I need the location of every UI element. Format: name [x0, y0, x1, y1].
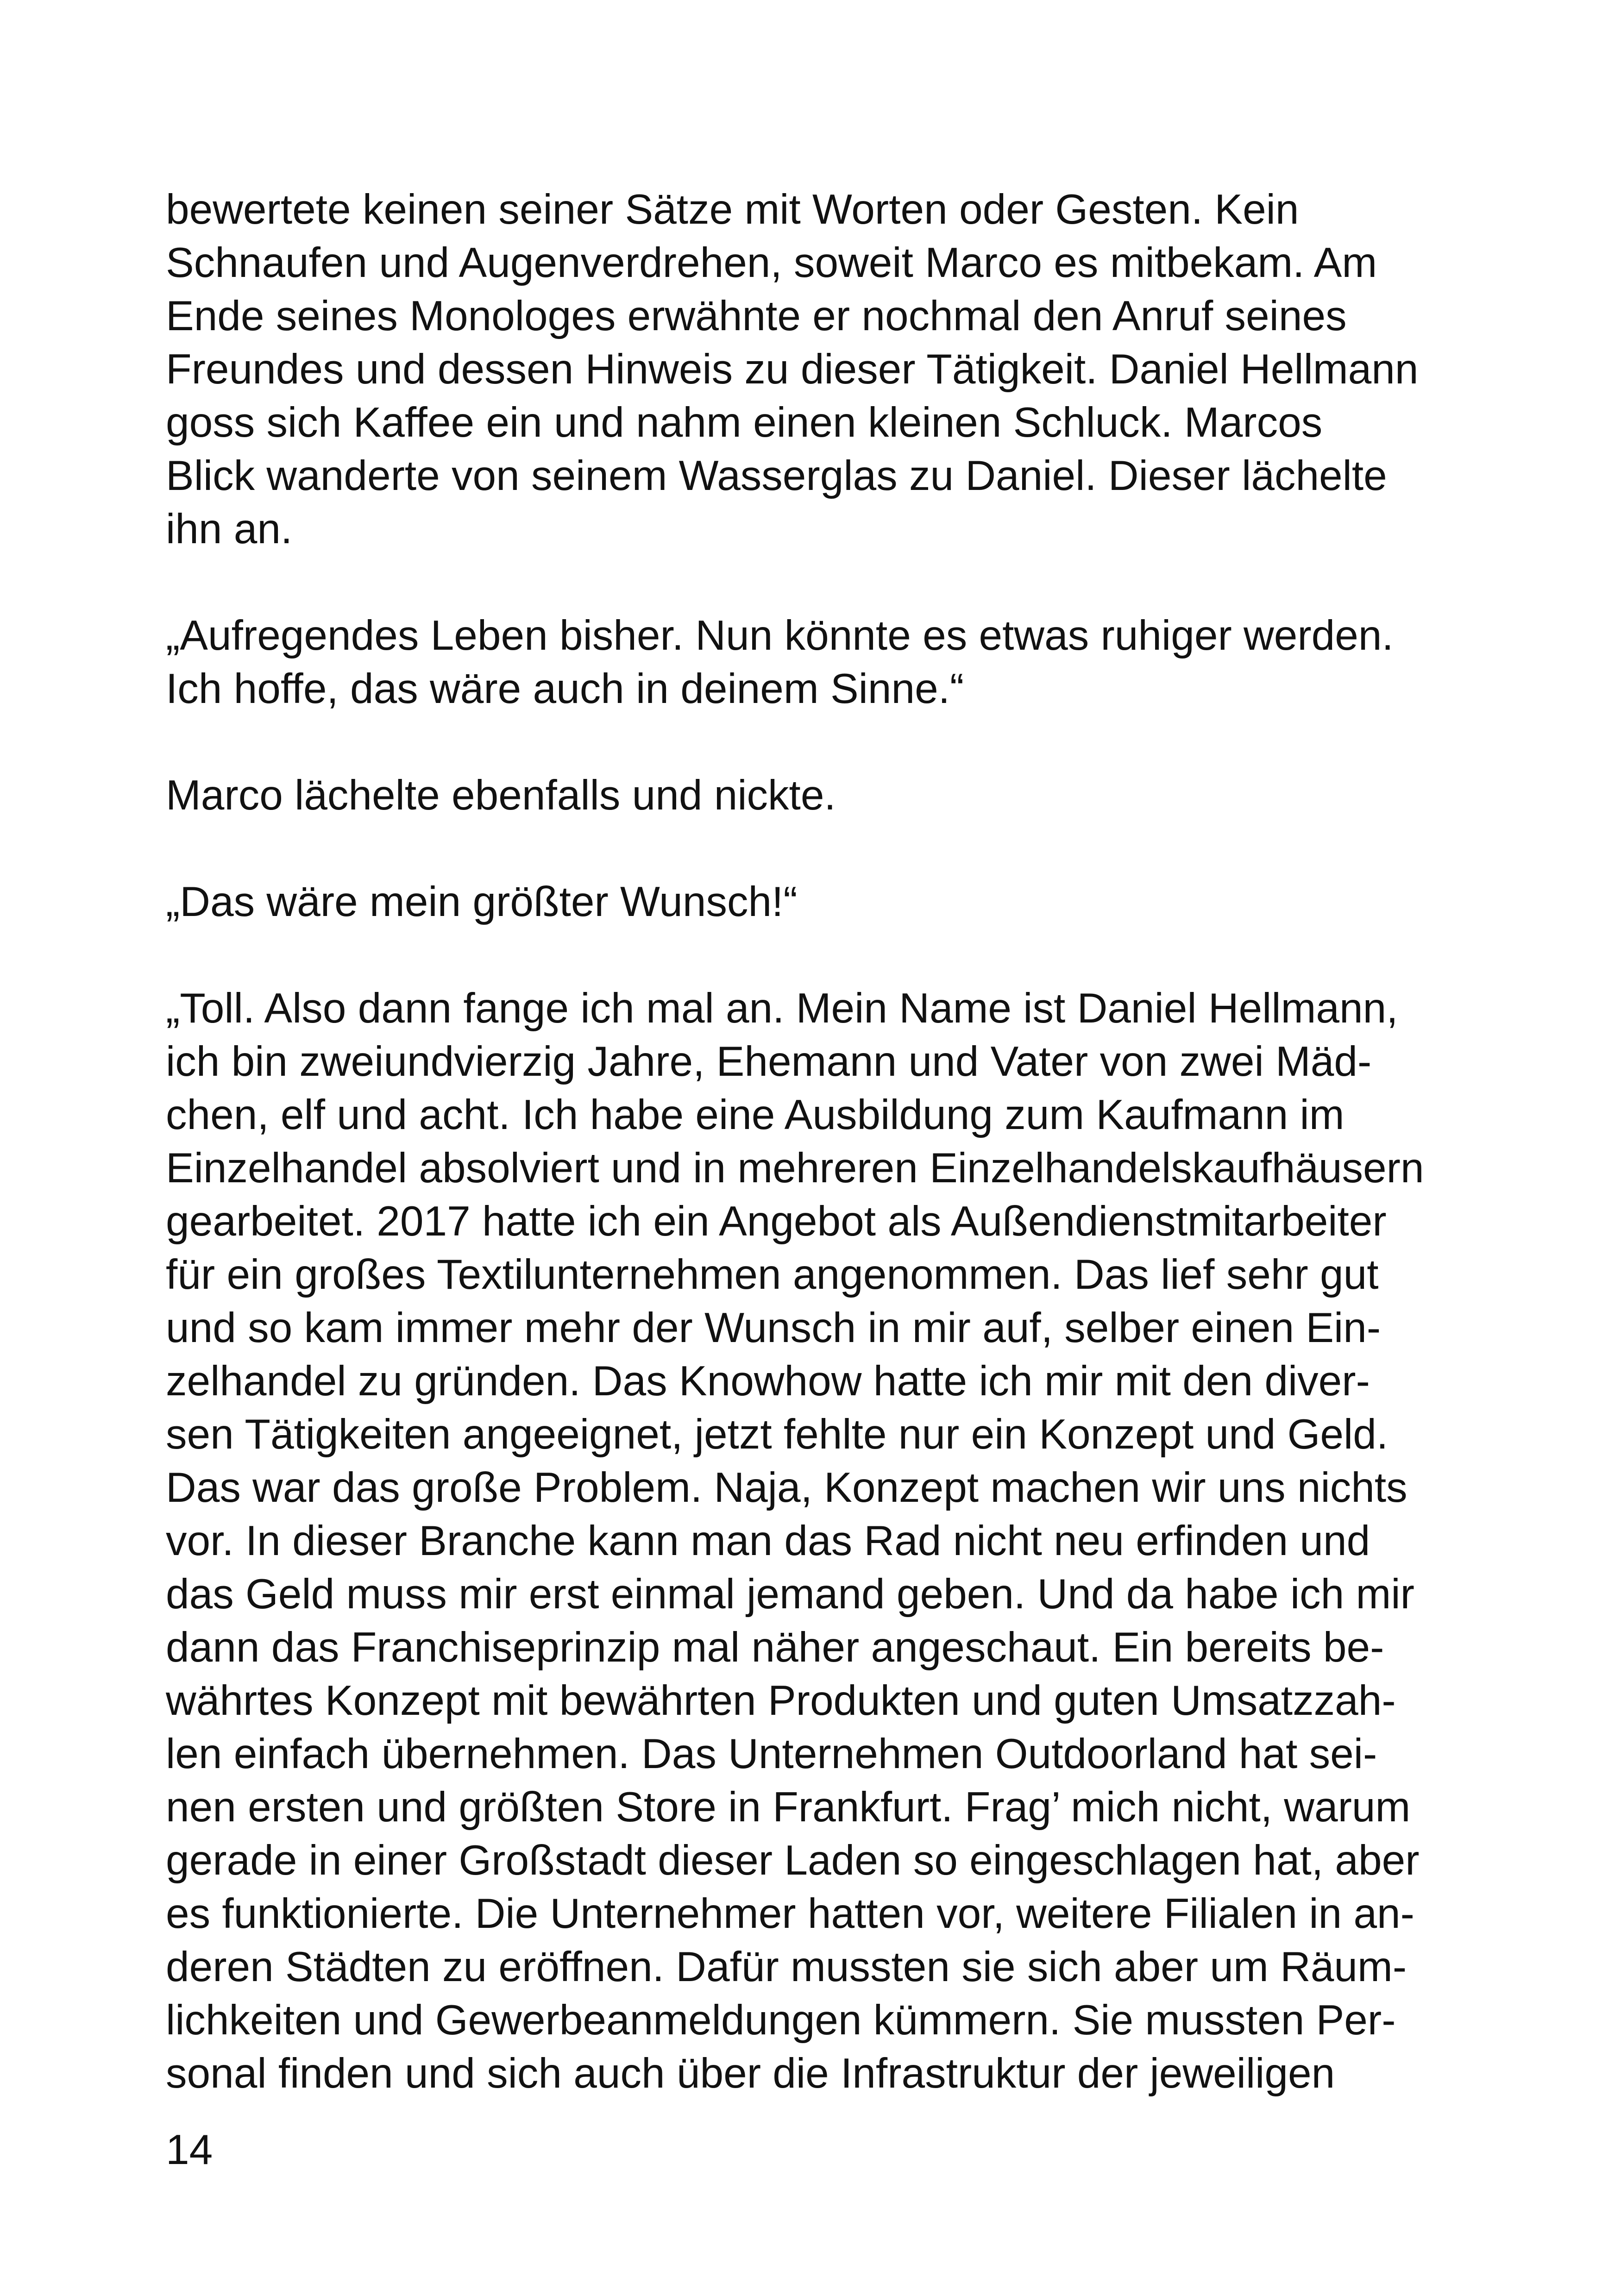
paragraph: [166, 609, 1463, 715]
text-line: deren Städten zu eröffnen. Dafür mussten sie sich aber um Räum-: [166, 1944, 1407, 1990]
page-number: 14: [166, 2127, 213, 2173]
text-line: vor. In dieser Branche kann man das Rad nicht neu erfinden und: [166, 1518, 1370, 1564]
text-line: ihn an.: [166, 506, 293, 552]
text-line: gerade in einer Großstadt dieser Laden so eingeschlagen hat, aber: [166, 1837, 1420, 1884]
text-line: lichkeiten und Gewerbeanmeldungen kümmern. Sie mussten Per-: [166, 1997, 1396, 2044]
text-line: „Toll. Also dann fange ich mal an. Mein Name ist Daniel Hellmann,: [166, 985, 1398, 1032]
text-line: zelhandel zu gründen. Das Knowhow hatte ich mir mit den diver-: [166, 1358, 1370, 1405]
text-line: „Das wäre mein größter Wunsch!“: [166, 878, 798, 925]
text-line: gearbeitet. 2017 hatte ich ein Angebot als Außendienstmitarbeiter: [166, 1198, 1387, 1245]
body-text: [166, 183, 1463, 2100]
text-line: Ende seines Monologes erwähnte er nochmal den Anruf seines: [166, 293, 1347, 339]
text-line: sonal finden und sich auch über die Infrastruktur der jeweiligen: [166, 2050, 1335, 2097]
text-line: Freundes und dessen Hinweis zu dieser Tätigkeit. Daniel Hellmann: [166, 346, 1419, 393]
text-line: Einzelhandel absolviert und in mehreren Einzelhandelskaufhäusern: [166, 1145, 1424, 1192]
paragraph: [166, 875, 1463, 928]
text-line: „Aufregendes Leben bisher. Nun könnte es etwas ruhiger werden.: [166, 612, 1394, 659]
text-line: für ein großes Textilunternehmen angenommen. Das lief sehr gut: [166, 1251, 1379, 1298]
paragraph: [166, 769, 1463, 822]
text-line: nen ersten und größten Store in Frankfurt. Frag’ mich nicht, warum: [166, 1784, 1411, 1831]
text-line: dann das Franchiseprinzip mal näher angeschaut. Ein bereits be-: [166, 1624, 1384, 1671]
text-line: bewertete keinen seiner Sätze mit Worten oder Gesten. Kein: [166, 186, 1299, 233]
text-line: währtes Konzept mit bewährten Produkten und guten Umsatzzah-: [166, 1677, 1396, 1724]
paragraph: [166, 183, 1463, 556]
text-line: goss sich Kaffee ein und nahm einen kleinen Schluck. Marcos: [166, 399, 1323, 446]
text-line: Das war das große Problem. Naja, Konzept machen wir uns nichts: [166, 1464, 1407, 1511]
text-line: sen Tätigkeiten angeeignet, jetzt fehlte nur ein Konzept und Geld.: [166, 1411, 1389, 1458]
text-line: und so kam immer mehr der Wunsch in mir auf, selber einen Ein-: [166, 1305, 1381, 1351]
text-line: chen, elf und acht. Ich habe eine Ausbildung zum Kaufmann im: [166, 1092, 1345, 1138]
paragraph: [166, 982, 1463, 2100]
text-line: Ich hoffe, das wäre auch in deinem Sinne.“: [166, 665, 964, 712]
text-line: es funktionierte. Die Unternehmer hatten vor, weitere Filialen in an-: [166, 1890, 1414, 1937]
text-line: das Geld muss mir erst einmal jemand geben. Und da habe ich mir: [166, 1571, 1414, 1618]
text-line: ich bin zweiundvierzig Jahre, Ehemann und Vater von zwei Mäd-: [166, 1038, 1372, 1085]
text-line: Blick wanderte von seinem Wasserglas zu Daniel. Dieser lächelte: [166, 452, 1387, 499]
text-line: Marco lächelte ebenfalls und nickte.: [166, 772, 836, 819]
text-line: len einfach übernehmen. Das Unternehmen Outdoorland hat sei-: [166, 1731, 1377, 1777]
text-line: Schnaufen und Augenverdrehen, soweit Marco es mitbekam. Am: [166, 239, 1377, 286]
